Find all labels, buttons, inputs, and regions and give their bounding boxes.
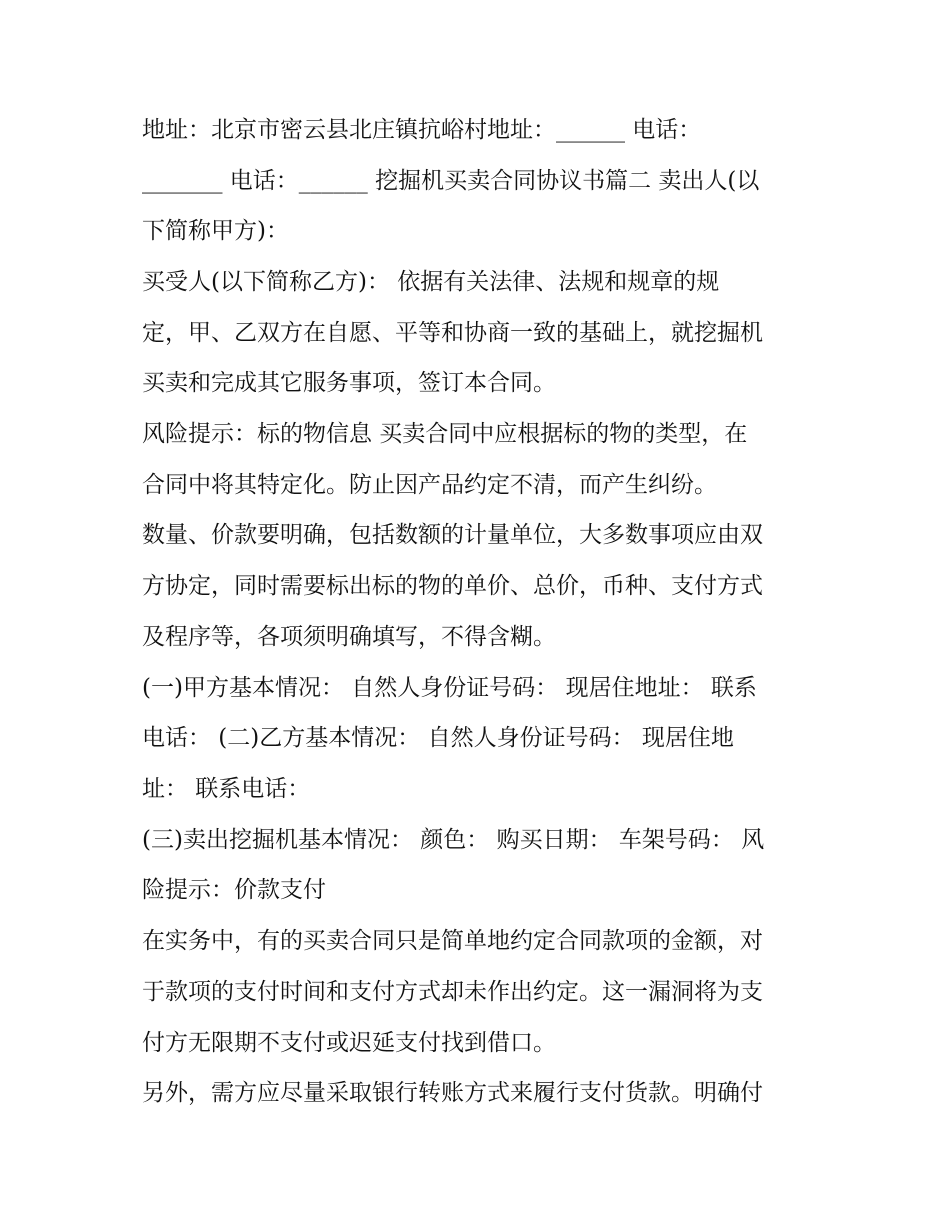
text-line: (三)卖出挖掘机基本情况： 颜色： 购买日期： 车架号码： 风 (142, 827, 765, 853)
text-line: 买卖和完成其它服务事项，签订本合同。 (142, 370, 556, 396)
text-line: 及程序等，各项须明确填写，不得含糊。 (142, 624, 556, 650)
text-line: 地址：北京市密云县北庄镇抗峪村地址：______ 电话： (142, 117, 702, 143)
text-line: (一)甲方基本情况： 自然人身份证号码： 现居住地址： 联系 (142, 675, 757, 701)
text-line: 付方无限期不支付或迟延支付找到借口。 (142, 1030, 556, 1056)
text-line: _______ 电话：______ 挖掘机买卖合同协议书篇二 卖出人(以 (142, 168, 760, 194)
text-line: 方协定，同时需要标出标的物的单价、总价，币种、支付方式 (142, 573, 763, 599)
text-line: 下简称甲方)： (142, 218, 289, 244)
text-line: 合同中将其特定化。防止因产品约定不清，而产生纠纷。 (142, 472, 717, 498)
text-line: 电话： (二)乙方基本情况： 自然人身份证号码： 现居住地 (142, 725, 734, 751)
text-line: 买受人(以下简称乙方)： 依据有关法律、法规和规章的规 (142, 269, 720, 295)
text-line: 于款项的支付时间和支付方式却未作出约定。这一漏洞将为支 (142, 979, 763, 1005)
text-line: 险提示：价款支付 (142, 877, 326, 903)
text-line: 另外，需方应尽量采取银行转账方式来履行支付货款。明确付 (142, 1080, 763, 1106)
text-line: 址： 联系电话： (142, 776, 311, 802)
text-line: 数量、价款要明确，包括数额的计量单位，大多数事项应由双 (142, 522, 763, 548)
text-line: 风险提示：标的物信息 买卖合同中应根据标的物的类型，在 (142, 421, 748, 447)
text-line: 在实务中，有的买卖合同只是简单地约定合同款项的金额，对 (142, 928, 763, 954)
text-line: 定，甲、乙双方在自愿、平等和协商一致的基础上，就挖掘机 (142, 320, 763, 346)
